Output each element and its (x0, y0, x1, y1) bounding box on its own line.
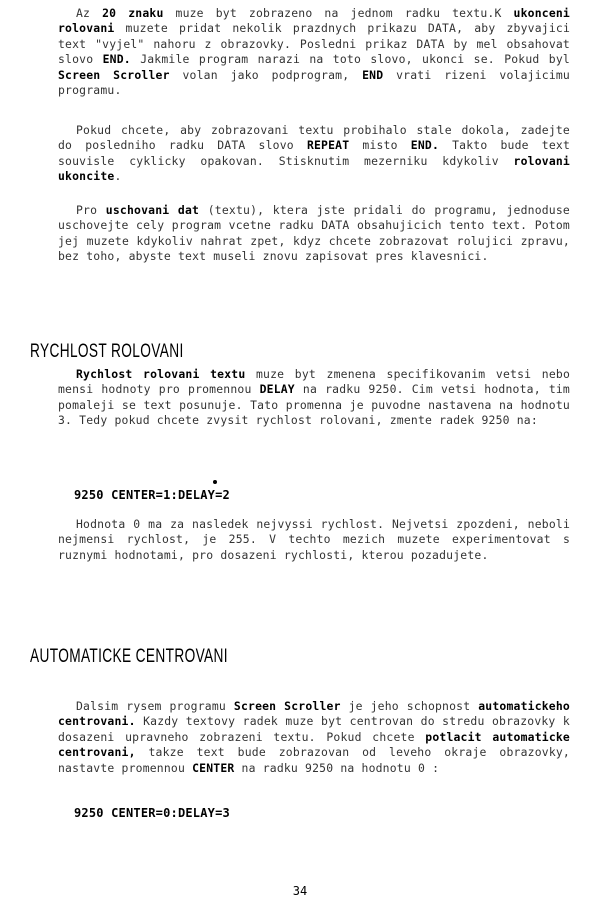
bold-term: REPEAT (306, 138, 350, 153)
bold-term: Screen Scroller (233, 699, 341, 713)
bold-term: potlacit automaticke centrovani, (58, 729, 570, 760)
paragraph-end-of-scroll: Az 20 znaku muze byt zobrazeno na jednom radku textu.K ukonceni rolovani muzete pridat nekolik prazdnych prikazu DATA, aby zbyvajici text "vyjel" nahoru z obrazovky. Posledni prikaz DATA by mel obsahovat slovo END. Jakmile program narazi na toto slovo, ukonci se. Pokud byl Screen Scroller volan jako podprogram, END vrati rizeni volajicimu programu. (58, 6, 570, 98)
paragraph-scroll-speed: Rychlost rolovani textu muze byt zmenena specifikovanim vetsi nebo mensi hodnoty pro promennou DELAY na radku 9250. Cim vetsi hodnota, tim pomaleji se text posunuje. Tato promenna je puvodne nastavena na hodnotu 3. Tedy pokud chcete zvysit rychlost rolovani, zmente radek 9250 na: (58, 367, 570, 428)
section-heading-scroll-speed: RYCHLOST ROLOVANI (30, 341, 184, 362)
paragraph-repeat: Pokud chcete, aby zobrazovani textu probihalo stale dokola, zadejte do posledniho radku DATA slovo REPEAT misto END. Takto bude text souvisle cyklicky opakovan. Stisknutim mezerniku kdykoliv rolovani ukoncite. (58, 123, 571, 184)
paragraph-delay-values: Hodnota 0 ma za nasledek nejvyssi rychlost. Nejvetsi zpozdeni, neboli nejmensi rychlost, je 255. V techto mezich muzete experimentovat s ruznymi hodnotami, pro dosazeni rychlosti, kterou pozadujete. (58, 517, 570, 562)
bold-term: ukonceni rolovani (58, 6, 570, 36)
section-heading-auto-centering: AUTOMATICKE CENTROVANI (30, 646, 228, 667)
bold-term: END (362, 67, 384, 82)
bold-term: Screen Scroller (58, 67, 170, 82)
paragraph-save-data: Pro uschovani dat (textu), ktera jste pridali do programu, jednoduse uschovejte cely program vcetne radku DATA obsahujicich tento text. Potom jej muzete kdykoliv nahrat zpet, kdyz chcete zobrazovat rolujici zpravu, bez toho, abyste text museli znovu zapisovat pres klavesnici. (58, 203, 570, 264)
stray-dot (213, 480, 217, 484)
bold-term: END. (102, 52, 131, 67)
bold-term: rolovani ukoncite (58, 153, 570, 184)
bold-term: 20 znaku (102, 6, 164, 20)
bold-term: Rychlost rolovani textu (76, 367, 246, 381)
paragraph-auto-centering: Dalsim rysem programu Screen Scroller je jeho schopnost automatickeho centrovani. Kazdy textovy radek muze byt centrovan do stredu obrazovky k dosazeni upravneho zobrazeni textu. Pokud chcete potlacit automaticke centrovani, takze text bude zobrazovan od leveho okraje obrazovky, nastavte promennou CENTER na radku 9250 na hodnotu 0 : (58, 699, 570, 775)
bold-term: automatickeho centrovani. (58, 699, 570, 729)
bold-term: DELAY (259, 382, 295, 397)
bold-term: END. (410, 138, 439, 153)
code-line-center: 9250 CENTER=0:DELAY=3 (74, 806, 230, 820)
code-line-delay: 9250 CENTER=1:DELAY=2 (74, 488, 230, 502)
page-number: 34 (292, 884, 308, 898)
bold-term: uschovani dat (105, 203, 200, 217)
bold-term: CENTER (192, 760, 235, 775)
